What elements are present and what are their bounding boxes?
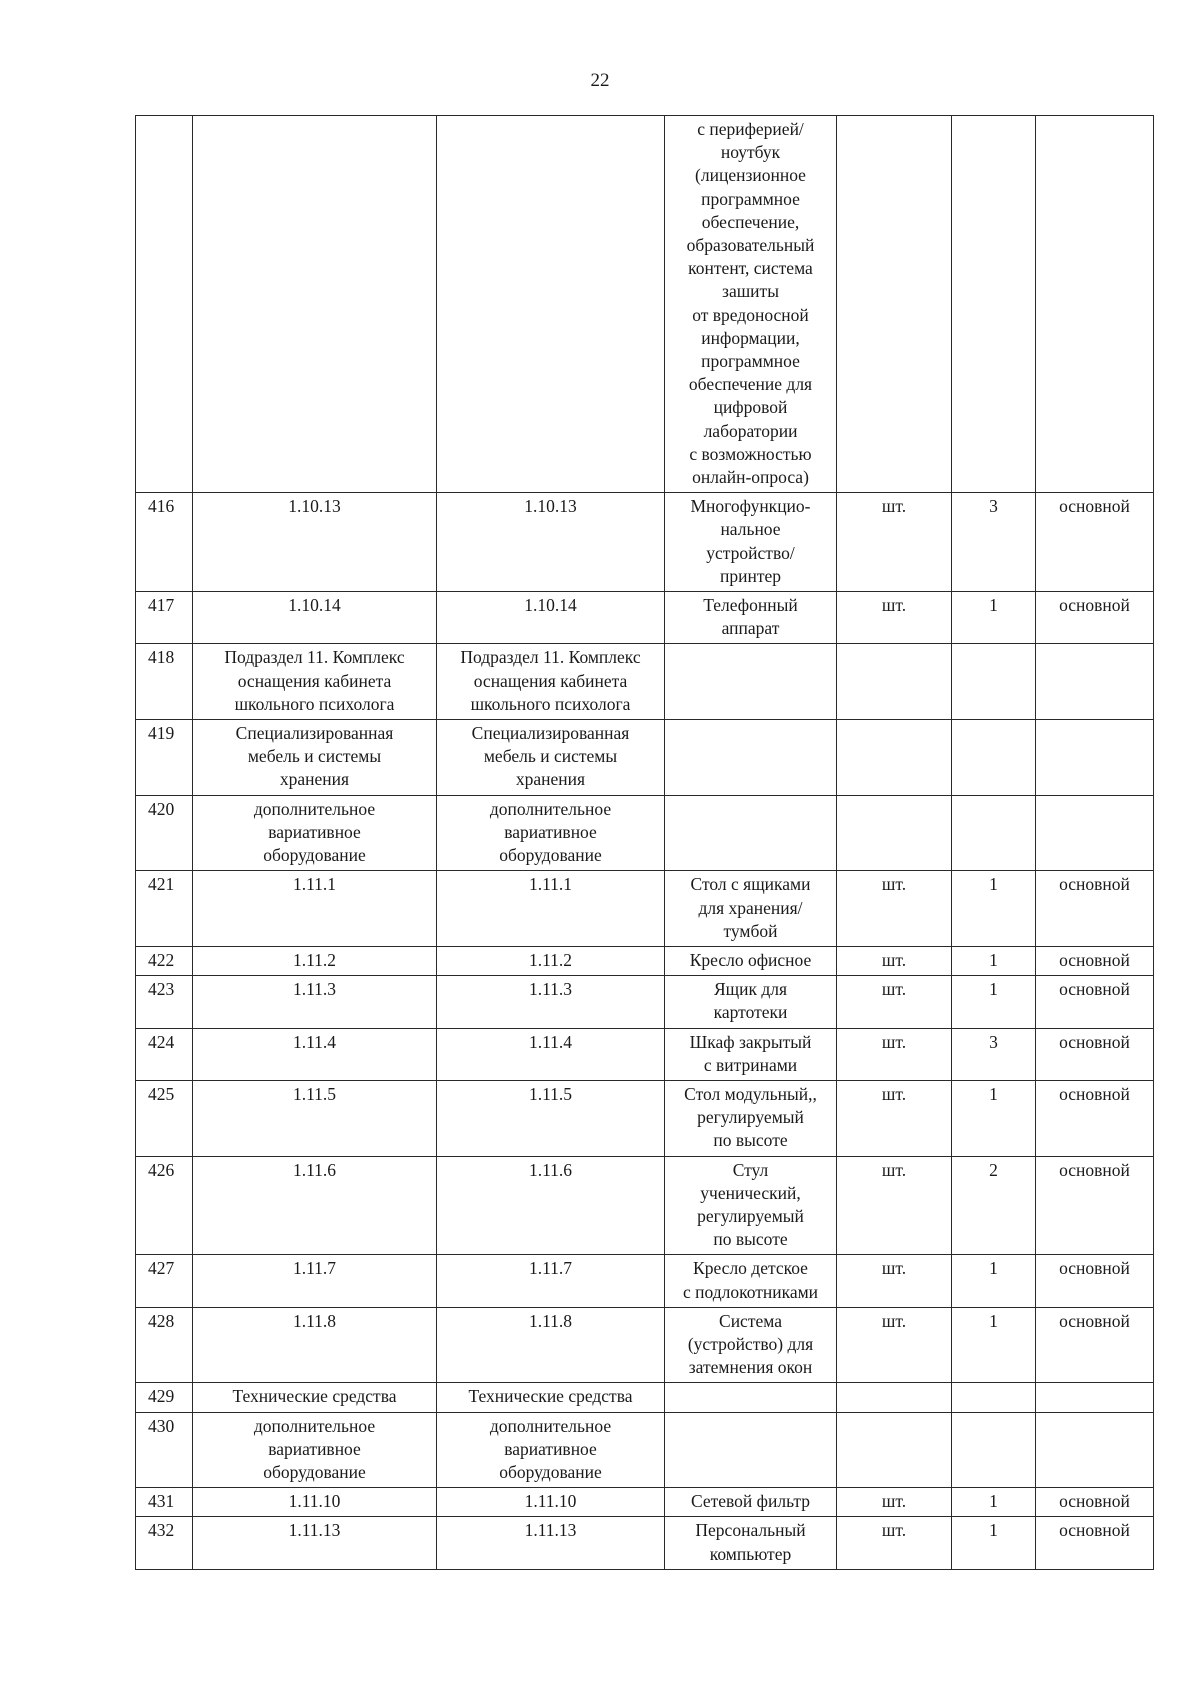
code-cell: 1.11.6	[193, 1156, 437, 1255]
code-cell: дополнительное вариативное оборудование	[437, 1412, 665, 1488]
unit-cell: шт.	[837, 976, 952, 1028]
equipment-type-cell	[1036, 644, 1154, 720]
code-cell: 1.11.5	[193, 1080, 437, 1156]
table-row	[136, 644, 1154, 720]
quantity-cell: 1	[952, 871, 1036, 947]
code-cell: 1.11.8	[193, 1307, 437, 1383]
quantity-cell: 1	[952, 976, 1036, 1028]
code-cell: 1.11.7	[193, 1255, 437, 1307]
quantity-cell: 1	[952, 1307, 1036, 1383]
code-cell: 1.11.7	[437, 1255, 665, 1307]
table-row	[136, 592, 1154, 644]
row-number-cell: 432	[136, 1517, 193, 1569]
code-cell: 1.11.2	[437, 946, 665, 975]
code-cell: 1.11.10	[437, 1488, 665, 1517]
table-row	[136, 946, 1154, 975]
code-cell: дополнительное вариативное оборудование	[437, 795, 665, 871]
equipment-type-cell: основной	[1036, 946, 1154, 975]
code-cell: Технические средства	[193, 1383, 437, 1412]
code-cell: 1.10.13	[437, 493, 665, 592]
row-number-cell: 425	[136, 1080, 193, 1156]
code-cell: 1.11.1	[437, 871, 665, 947]
row-number-cell: 430	[136, 1412, 193, 1488]
equipment-name-cell	[665, 1383, 837, 1412]
quantity-cell	[952, 116, 1036, 493]
table-row	[136, 1255, 1154, 1307]
code-cell: Подраздел 11. Комплекс оснащения кабинета школьного психолога	[193, 644, 437, 720]
table-row	[136, 1307, 1154, 1383]
quantity-cell	[952, 644, 1036, 720]
code-cell: 1.11.3	[437, 976, 665, 1028]
row-number-cell: 429	[136, 1383, 193, 1412]
unit-cell	[837, 116, 952, 493]
unit-cell: шт.	[837, 871, 952, 947]
table-body	[136, 116, 1154, 1570]
equipment-type-cell	[1036, 1412, 1154, 1488]
row-number-cell: 416	[136, 493, 193, 592]
equipment-name-cell	[665, 720, 837, 796]
equipment-name-cell	[665, 795, 837, 871]
code-cell: 1.11.4	[193, 1028, 437, 1080]
equipment-name-cell: Персональный компьютер	[665, 1517, 837, 1569]
equipment-name-cell: Ящик для картотеки	[665, 976, 837, 1028]
code-cell: 1.11.13	[437, 1517, 665, 1569]
equipment-type-cell: основной	[1036, 1517, 1154, 1569]
equipment-name-cell: Телефонный аппарат	[665, 592, 837, 644]
row-number-cell: 424	[136, 1028, 193, 1080]
equipment-type-cell: основной	[1036, 493, 1154, 592]
unit-cell: шт.	[837, 1517, 952, 1569]
code-cell	[193, 116, 437, 493]
row-number-cell: 420	[136, 795, 193, 871]
row-number-cell: 418	[136, 644, 193, 720]
quantity-cell	[952, 720, 1036, 796]
equipment-type-cell: основной	[1036, 1028, 1154, 1080]
unit-cell: шт.	[837, 1028, 952, 1080]
row-number-cell	[136, 116, 193, 493]
equipment-name-cell: Стол модульный,, регулируемый по высоте	[665, 1080, 837, 1156]
equipment-name-cell: с периферией/ ноутбук (лицензионное программное обеспечение, образовательный контент, система зашиты от вредоносной информации, программное обеспечение для цифровой лаборатории с возможностью онлайн-опроса)	[665, 116, 837, 493]
code-cell: 1.11.6	[437, 1156, 665, 1255]
unit-cell: шт.	[837, 1307, 952, 1383]
unit-cell: шт.	[837, 1156, 952, 1255]
equipment-type-cell: основной	[1036, 1080, 1154, 1156]
equipment-name-cell: Кресло детское с подлокотниками	[665, 1255, 837, 1307]
table-row	[136, 720, 1154, 796]
quantity-cell: 3	[952, 1028, 1036, 1080]
quantity-cell	[952, 795, 1036, 871]
table-row	[136, 1488, 1154, 1517]
quantity-cell: 2	[952, 1156, 1036, 1255]
equipment-name-cell: Кресло офисное	[665, 946, 837, 975]
quantity-cell: 1	[952, 592, 1036, 644]
code-cell: 1.11.4	[437, 1028, 665, 1080]
equipment-type-cell: основной	[1036, 1156, 1154, 1255]
code-cell: дополнительное вариативное оборудование	[193, 795, 437, 871]
unit-cell	[837, 795, 952, 871]
equipment-name-cell: Система (устройство) для затемнения окон	[665, 1307, 837, 1383]
quantity-cell: 1	[952, 1488, 1036, 1517]
equipment-type-cell: основной	[1036, 1488, 1154, 1517]
code-cell: 1.11.2	[193, 946, 437, 975]
unit-cell: шт.	[837, 946, 952, 975]
table-row	[136, 1156, 1154, 1255]
equipment-type-cell: основной	[1036, 592, 1154, 644]
code-cell: Специализированная мебель и системы хранения	[193, 720, 437, 796]
code-cell: 1.10.13	[193, 493, 437, 592]
unit-cell: шт.	[837, 592, 952, 644]
row-number-cell: 423	[136, 976, 193, 1028]
table-row	[136, 871, 1154, 947]
equipment-type-cell	[1036, 1383, 1154, 1412]
code-cell: дополнительное вариативное оборудование	[193, 1412, 437, 1488]
quantity-cell: 1	[952, 946, 1036, 975]
code-cell: Подраздел 11. Комплекс оснащения кабинета школьного психолога	[437, 644, 665, 720]
unit-cell: шт.	[837, 1255, 952, 1307]
unit-cell	[837, 1383, 952, 1412]
quantity-cell	[952, 1383, 1036, 1412]
quantity-cell	[952, 1412, 1036, 1488]
table-row	[136, 1383, 1154, 1412]
row-number-cell: 421	[136, 871, 193, 947]
unit-cell	[837, 644, 952, 720]
page-number: 22	[590, 70, 610, 91]
equipment-type-cell: основной	[1036, 1255, 1154, 1307]
code-cell: Специализированная мебель и системы хранения	[437, 720, 665, 796]
code-cell: 1.11.5	[437, 1080, 665, 1156]
equipment-type-cell	[1036, 116, 1154, 493]
code-cell: 1.11.1	[193, 871, 437, 947]
equipment-table	[135, 115, 1154, 1570]
unit-cell: шт.	[837, 1488, 952, 1517]
equipment-name-cell: Шкаф закрытый с витринами	[665, 1028, 837, 1080]
code-cell: 1.11.10	[193, 1488, 437, 1517]
equipment-name-cell: Стул ученический, регулируемый по высоте	[665, 1156, 837, 1255]
code-cell: 1.11.13	[193, 1517, 437, 1569]
equipment-type-cell	[1036, 720, 1154, 796]
code-cell: 1.11.3	[193, 976, 437, 1028]
table-row	[136, 976, 1154, 1028]
row-number-cell: 419	[136, 720, 193, 796]
quantity-cell: 1	[952, 1255, 1036, 1307]
row-number-cell: 422	[136, 946, 193, 975]
table-row	[136, 116, 1154, 493]
equipment-name-cell: Многофункцио- нальное устройство/ принтер	[665, 493, 837, 592]
equipment-name-cell: Сетевой фильтр	[665, 1488, 837, 1517]
unit-cell	[837, 720, 952, 796]
equipment-name-cell: Стол с ящиками для хранения/ тумбой	[665, 871, 837, 947]
row-number-cell: 428	[136, 1307, 193, 1383]
equipment-name-cell	[665, 644, 837, 720]
row-number-cell: 426	[136, 1156, 193, 1255]
quantity-cell: 1	[952, 1517, 1036, 1569]
code-cell: 1.10.14	[437, 592, 665, 644]
equipment-type-cell: основной	[1036, 871, 1154, 947]
equipment-type-cell	[1036, 795, 1154, 871]
quantity-cell: 1	[952, 1080, 1036, 1156]
quantity-cell: 3	[952, 493, 1036, 592]
unit-cell: шт.	[837, 493, 952, 592]
code-cell: 1.11.8	[437, 1307, 665, 1383]
equipment-type-cell: основной	[1036, 976, 1154, 1028]
table-row	[136, 795, 1154, 871]
code-cell: Технические средства	[437, 1383, 665, 1412]
row-number-cell: 417	[136, 592, 193, 644]
equipment-type-cell: основной	[1036, 1307, 1154, 1383]
table-row	[136, 1028, 1154, 1080]
unit-cell: шт.	[837, 1080, 952, 1156]
table-row	[136, 1080, 1154, 1156]
table-row	[136, 1517, 1154, 1569]
code-cell: 1.10.14	[193, 592, 437, 644]
code-cell	[437, 116, 665, 493]
row-number-cell: 431	[136, 1488, 193, 1517]
unit-cell	[837, 1412, 952, 1488]
equipment-name-cell	[665, 1412, 837, 1488]
row-number-cell: 427	[136, 1255, 193, 1307]
table-row	[136, 1412, 1154, 1488]
table-row	[136, 493, 1154, 592]
